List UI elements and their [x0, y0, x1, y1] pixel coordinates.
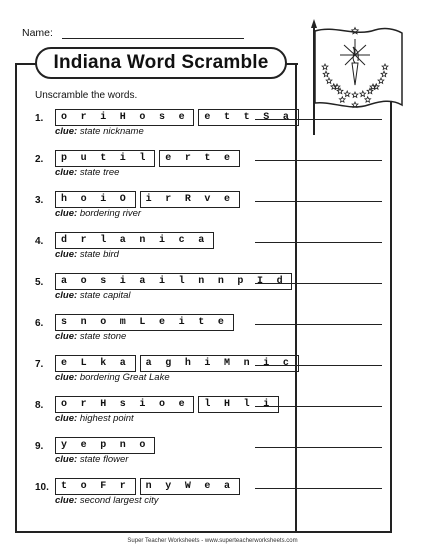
clue-label: clue: — [55, 331, 78, 342]
item-number: 1. — [35, 113, 44, 124]
scrambled-words — [55, 437, 155, 454]
scrambled-word-box: e r t e — [159, 150, 240, 167]
clue-text: bordering river — [79, 208, 142, 219]
clue — [55, 331, 126, 342]
clue — [55, 290, 131, 301]
clue — [55, 208, 141, 219]
scrambled-word-box: s n o m L e i t e — [55, 314, 234, 331]
scrambled-word-box: e L k a — [55, 355, 136, 372]
scrambled-words — [55, 273, 292, 290]
item-number: 9. — [35, 441, 44, 452]
clue — [55, 495, 159, 506]
item-number: 6. — [35, 318, 44, 329]
clue-label: clue: — [55, 372, 78, 383]
scrambled-word-box: a g h i M n i c — [140, 355, 299, 372]
banner-tail-left — [15, 63, 37, 65]
clue-text: state bird — [79, 249, 119, 260]
banner-tail-right — [286, 63, 298, 65]
clue — [55, 413, 134, 424]
scrambled-word-box: o r H s i o e — [55, 396, 194, 413]
clue-label: clue: — [55, 413, 78, 424]
answer-line[interactable] — [255, 242, 382, 243]
scramble-item — [35, 191, 395, 227]
scrambled-word-box: y e p n o — [55, 437, 155, 454]
scramble-item — [35, 437, 395, 473]
instructions: Unscramble the words. — [35, 90, 138, 101]
scrambled-word-box: d r l a n i c a — [55, 232, 214, 249]
answer-line[interactable] — [255, 365, 382, 366]
clue-label: clue: — [55, 208, 78, 219]
clue-text: bordering Great Lake — [79, 372, 170, 383]
item-number: 4. — [35, 236, 44, 247]
answer-line[interactable] — [255, 201, 382, 202]
scrambled-word-box: e t t S a — [198, 109, 298, 126]
clue-label: clue: — [55, 495, 78, 506]
clue-text: second largest city — [79, 495, 159, 506]
scrambled-words — [55, 109, 299, 126]
scrambled-words — [55, 150, 240, 167]
item-number: 5. — [35, 277, 44, 288]
scrambled-word-box: o r i H o s e — [55, 109, 194, 126]
scrambled-words — [55, 478, 240, 495]
scrambled-word-box: i r R v e — [140, 191, 240, 208]
scramble-item — [35, 396, 395, 432]
clue-label: clue: — [55, 454, 78, 465]
footer: Super Teacher Worksheets - www.superteacherworksheets.com — [127, 538, 298, 544]
clue-text: state tree — [79, 167, 120, 178]
scramble-item — [35, 478, 395, 514]
scrambled-word-box: p u t i l — [55, 150, 155, 167]
clue — [55, 372, 170, 383]
page-title: Indiana Word Scramble — [35, 47, 287, 79]
answer-line[interactable] — [255, 283, 382, 284]
indiana-flag-icon — [300, 17, 410, 137]
clue-text: state capital — [79, 290, 131, 301]
clue — [55, 167, 119, 178]
clue-text: state nickname — [79, 126, 144, 137]
scrambled-words — [55, 314, 234, 331]
scrambled-word-box: a o s i a i l n n p I d — [55, 273, 292, 290]
item-number: 10. — [35, 482, 49, 493]
item-number: 3. — [35, 195, 44, 206]
clue-text: state stone — [79, 331, 127, 342]
item-number: 2. — [35, 154, 44, 165]
clue-label: clue: — [55, 249, 78, 260]
answer-line[interactable] — [255, 447, 382, 448]
answer-line[interactable] — [255, 160, 382, 161]
scramble-item — [35, 150, 395, 186]
clue-label: clue: — [55, 126, 78, 137]
scrambled-word-box: h o i O — [55, 191, 136, 208]
scrambled-words — [55, 355, 299, 372]
scramble-item — [35, 314, 395, 350]
name-label: Name: — [22, 27, 53, 39]
clue-text: state flower — [79, 454, 129, 465]
scrambled-words — [55, 396, 279, 413]
answer-line[interactable] — [255, 406, 382, 407]
answer-line[interactable] — [255, 324, 382, 325]
scrambled-words — [55, 232, 214, 249]
scramble-item — [35, 273, 395, 309]
clue-label: clue: — [55, 167, 78, 178]
item-number: 8. — [35, 400, 44, 411]
scrambled-word-box: t o F r — [55, 478, 136, 495]
scrambled-word-box: n y W e a — [140, 478, 240, 495]
clue-label: clue: — [55, 290, 78, 301]
clue — [55, 249, 119, 260]
name-field-line[interactable] — [62, 38, 244, 39]
clue — [55, 454, 128, 465]
clue — [55, 126, 144, 137]
answer-line[interactable] — [255, 488, 382, 489]
scrambled-word-box: l H l i — [198, 396, 279, 413]
scramble-item — [35, 232, 395, 268]
scrambled-words — [55, 191, 240, 208]
scramble-item — [35, 355, 395, 391]
item-number: 7. — [35, 359, 44, 370]
clue-text: highest point — [79, 413, 134, 424]
